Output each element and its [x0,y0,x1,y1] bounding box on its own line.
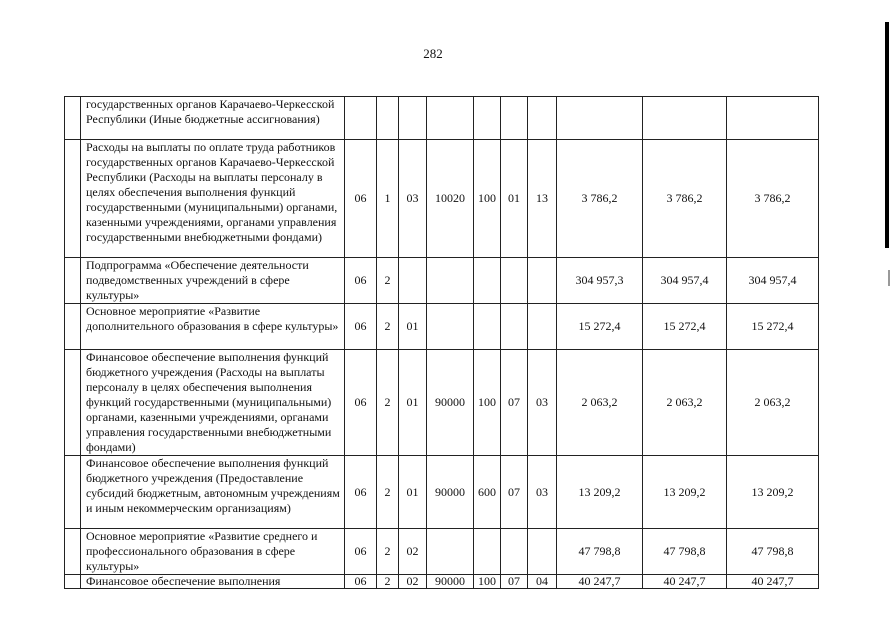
row-description: Расходы на выплаты по оплате труда работников государственных органов Карачаево-Черкесской Республики (Расходы на выплаты персоналу в целях обеспечения выполнения функций государственными (муниципальными) органами, казенными учреждениями, органами управления государственными внебюджетными фондами) [81,140,345,258]
code-section [501,304,528,350]
amount-year-3: 2 063,2 [727,350,819,456]
scan-edge-tick [888,270,890,286]
table-row [65,456,819,529]
code-section: 01 [501,140,528,258]
code-event: 02 [399,529,427,575]
code-subsection: 04 [528,575,557,589]
amount-year-2: 304 957,4 [643,258,727,304]
amount-year-1: 304 957,3 [557,258,643,304]
blank-cell [65,258,81,304]
amount-year-2: 13 209,2 [643,456,727,529]
code-subsection: 03 [528,456,557,529]
code-subsection [528,258,557,304]
code-section: 07 [501,456,528,529]
code-expense-type [474,97,501,140]
table-row [65,258,819,304]
amount-year-1: 15 272,4 [557,304,643,350]
code-chapter [345,97,377,140]
code-event: 01 [399,456,427,529]
code-event [399,258,427,304]
code-program [377,97,399,140]
code-event [399,97,427,140]
row-description: Основное мероприятие «Развитие дополнительного образования в сфере культуры» [81,304,345,350]
blank-cell [65,140,81,258]
amount-year-2: 15 272,4 [643,304,727,350]
code-direction: 10020 [427,140,474,258]
code-section [501,529,528,575]
table-row [65,575,819,589]
blank-cell [65,97,81,140]
row-description: Финансовое обеспечение выполнения функций бюджетного учреждения (Предоставление субсидий бюджетным, автономным учреждениям и иным некоммерческим организациям) [81,456,345,529]
code-chapter: 06 [345,350,377,456]
amount-year-1: 3 786,2 [557,140,643,258]
code-direction: 90000 [427,456,474,529]
code-program: 2 [377,258,399,304]
code-program: 2 [377,350,399,456]
code-program: 2 [377,575,399,589]
budget-table [64,96,819,589]
code-direction [427,529,474,575]
code-chapter: 06 [345,258,377,304]
code-expense-type: 100 [474,350,501,456]
amount-year-2: 47 798,8 [643,529,727,575]
amount-year-3: 15 272,4 [727,304,819,350]
code-subsection: 03 [528,350,557,456]
code-expense-type: 600 [474,456,501,529]
row-description: государственных органов Карачаево-Черкесской Республики (Иные бюджетные ассигнования) [81,97,345,140]
code-expense-type [474,258,501,304]
amount-year-3: 47 798,8 [727,529,819,575]
table-row [65,529,819,575]
blank-cell [65,575,81,589]
code-event: 03 [399,140,427,258]
amount-year-1: 47 798,8 [557,529,643,575]
amount-year-2 [643,97,727,140]
code-expense-type [474,304,501,350]
code-chapter: 06 [345,140,377,258]
code-subsection [528,304,557,350]
blank-cell [65,350,81,456]
code-program: 2 [377,304,399,350]
amount-year-2: 40 247,7 [643,575,727,589]
code-chapter: 06 [345,529,377,575]
code-event: 02 [399,575,427,589]
table-row [65,350,819,456]
code-expense-type: 100 [474,140,501,258]
code-direction: 90000 [427,575,474,589]
code-program: 2 [377,456,399,529]
row-description: Финансовое обеспечение выполнения функций бюджетного учреждения (Расходы на выплаты персоналу в целях обеспечения выполнения функций государственными (муниципальными) органами, казенными учреждениями, органами управления государственными внебюджетными фондами) [81,350,345,456]
amount-year-3: 13 209,2 [727,456,819,529]
code-expense-type: 100 [474,575,501,589]
amount-year-1: 13 209,2 [557,456,643,529]
code-program: 1 [377,140,399,258]
amount-year-3: 3 786,2 [727,140,819,258]
code-chapter: 06 [345,575,377,589]
code-expense-type [474,529,501,575]
row-description: Финансовое обеспечение выполнения [81,575,345,589]
code-program: 2 [377,529,399,575]
code-chapter: 06 [345,456,377,529]
code-chapter: 06 [345,304,377,350]
code-event: 01 [399,304,427,350]
blank-cell [65,304,81,350]
table-row [65,97,819,140]
amount-year-1: 2 063,2 [557,350,643,456]
code-subsection: 13 [528,140,557,258]
code-section: 07 [501,350,528,456]
amount-year-3: 40 247,7 [727,575,819,589]
code-subsection [528,97,557,140]
amount-year-2: 2 063,2 [643,350,727,456]
table-row [65,304,819,350]
code-section [501,97,528,140]
code-direction [427,97,474,140]
amount-year-2: 3 786,2 [643,140,727,258]
amount-year-3: 304 957,4 [727,258,819,304]
scan-edge-mark [885,22,889,248]
amount-year-3 [727,97,819,140]
blank-cell [65,529,81,575]
code-section [501,258,528,304]
code-event: 01 [399,350,427,456]
row-description: Подпрограмма «Обеспечение деятельности подведомственных учреждений в сфере культуры» [81,258,345,304]
amount-year-1 [557,97,643,140]
row-description: Основное мероприятие «Развитие среднего и профессионального образования в сфере культуры» [81,529,345,575]
code-direction [427,304,474,350]
code-subsection [528,529,557,575]
amount-year-1: 40 247,7 [557,575,643,589]
table-row [65,140,819,258]
code-section: 07 [501,575,528,589]
code-direction [427,258,474,304]
blank-cell [65,456,81,529]
page-number: 282 [423,46,443,61]
code-direction: 90000 [427,350,474,456]
